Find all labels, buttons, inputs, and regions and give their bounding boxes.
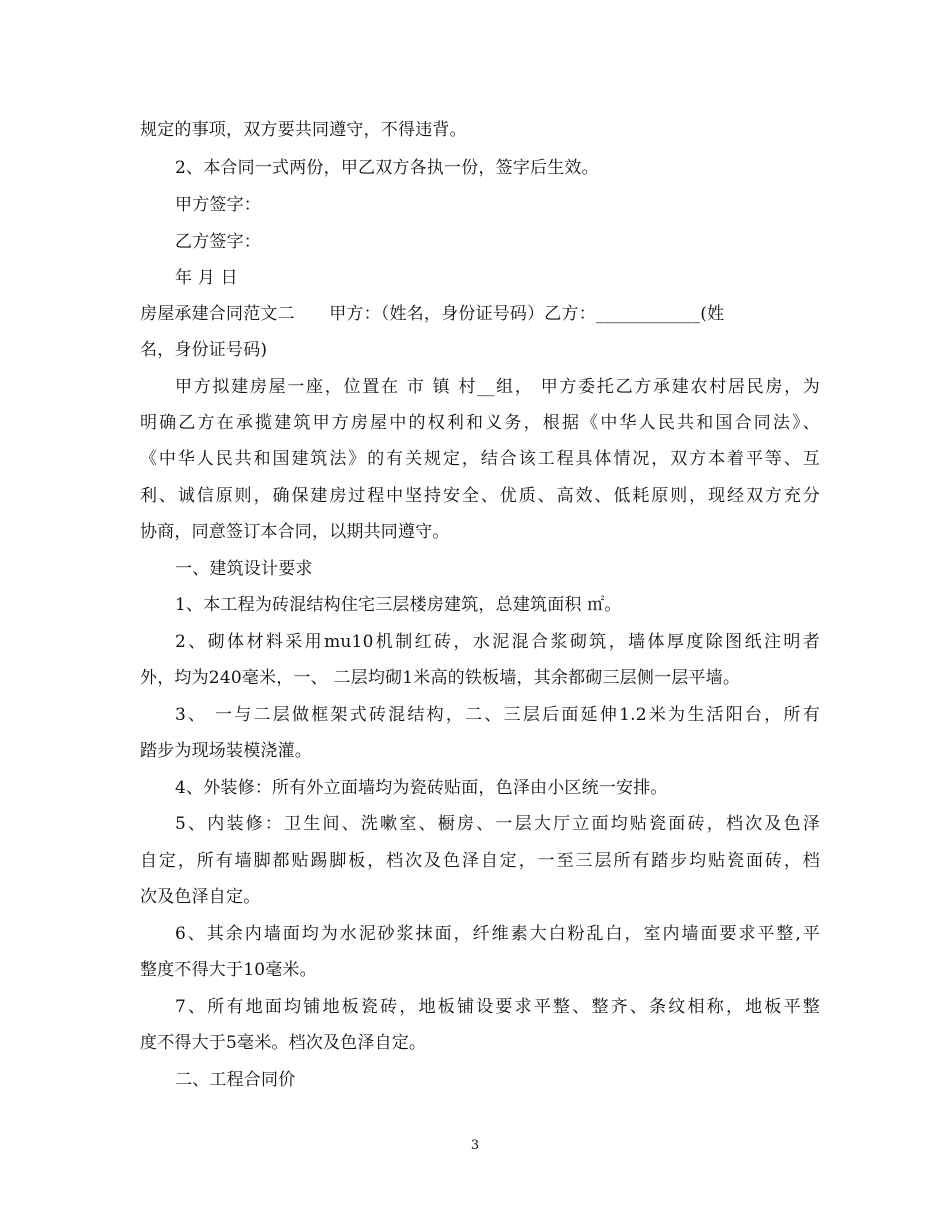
section-heading: 一、建筑设计要求 [175,559,313,579]
text-line: 年 月 日 [175,268,238,288]
page-number: 3 [470,1138,480,1153]
section-heading: 二、工程合同价 [175,1070,296,1090]
text-line: 踏步为现场装模浇灌。 [140,741,312,761]
text-line: 5、内装修：卫生间、洗嗽室、橱房、一层大厅立面均贴瓷面砖，档次及色泽 [175,814,820,834]
text-line: 规定的事项，双方要共同遵守，不得违背。 [140,120,467,140]
text-line: 3、 一与二层做框架式砖混结构，二、三层后面延伸1.2米为生活阳台，所有 [175,705,820,725]
text-line: 2、砌体材料采用mu10机制红砖，水泥混合浆砌筑，墙体厚度除图纸注明者 [175,632,820,652]
text-line: 利、诚信原则，确保建房过程中坚持安全、优质、高效、低耗原则，现经双方充分 [140,486,820,506]
text-line: 4、外装修：所有外立面墙均为瓷砖贴面，色泽由小区统一安排。 [175,778,668,798]
text-line: 协商，同意签订本合同，以期共同遵守。 [140,522,450,542]
text-line: 整度不得大于10毫米。 [140,960,317,980]
text-line: 乙方签字： [175,232,261,252]
text-line: 甲方拟建房屋一座，位置在 市 镇 村__组， 甲方委托乙方承建农村居民房，为 [175,377,820,397]
text-line: 6、其余内墙面均为水泥砂浆抹面，纤维素大白粉乱白，室内墙面要求平整,平 [175,924,820,944]
text-line: 甲方签字： [175,195,261,215]
text-line: 明确乙方在承揽建筑甲方房屋中的权利和义务，根据《中华人民共和国合同法》、 [140,413,820,433]
text-line: 2、本合同一式两份，甲乙双方各执一份，签字后生效。 [175,158,599,178]
text-line: 《中华人民共和国建筑法》的有关规定，结合该工程具体情况，双方本着平等、互 [140,449,820,469]
text-line: 房屋承建合同范文二 甲方：（姓名，身份证号码）乙方：____________(姓 [140,304,725,324]
text-line: 次及色泽自定。 [140,887,261,907]
text-line: 7、所有地面均铺地板瓷砖，地板铺设要求平整、整齐、条纹相称，地板平整 [175,997,820,1017]
text-line: 名，身份证号码) [140,340,268,360]
text-line: 外，均为240毫米，一、 二层均砌1米高的铁板墙，其余都砌三层侧一层平墙。 [140,668,741,688]
text-line: 度不得大于5毫米。档次及色泽自定。 [140,1033,427,1053]
text-line: 1、本工程为砖混结构住宅三层楼房建筑，总建筑面积 ㎡。 [175,595,622,615]
text-line: 自定，所有墙脚都贴踢脚板，档次及色泽自定，一至三层所有踏步均贴瓷面砖，档 [140,851,820,871]
